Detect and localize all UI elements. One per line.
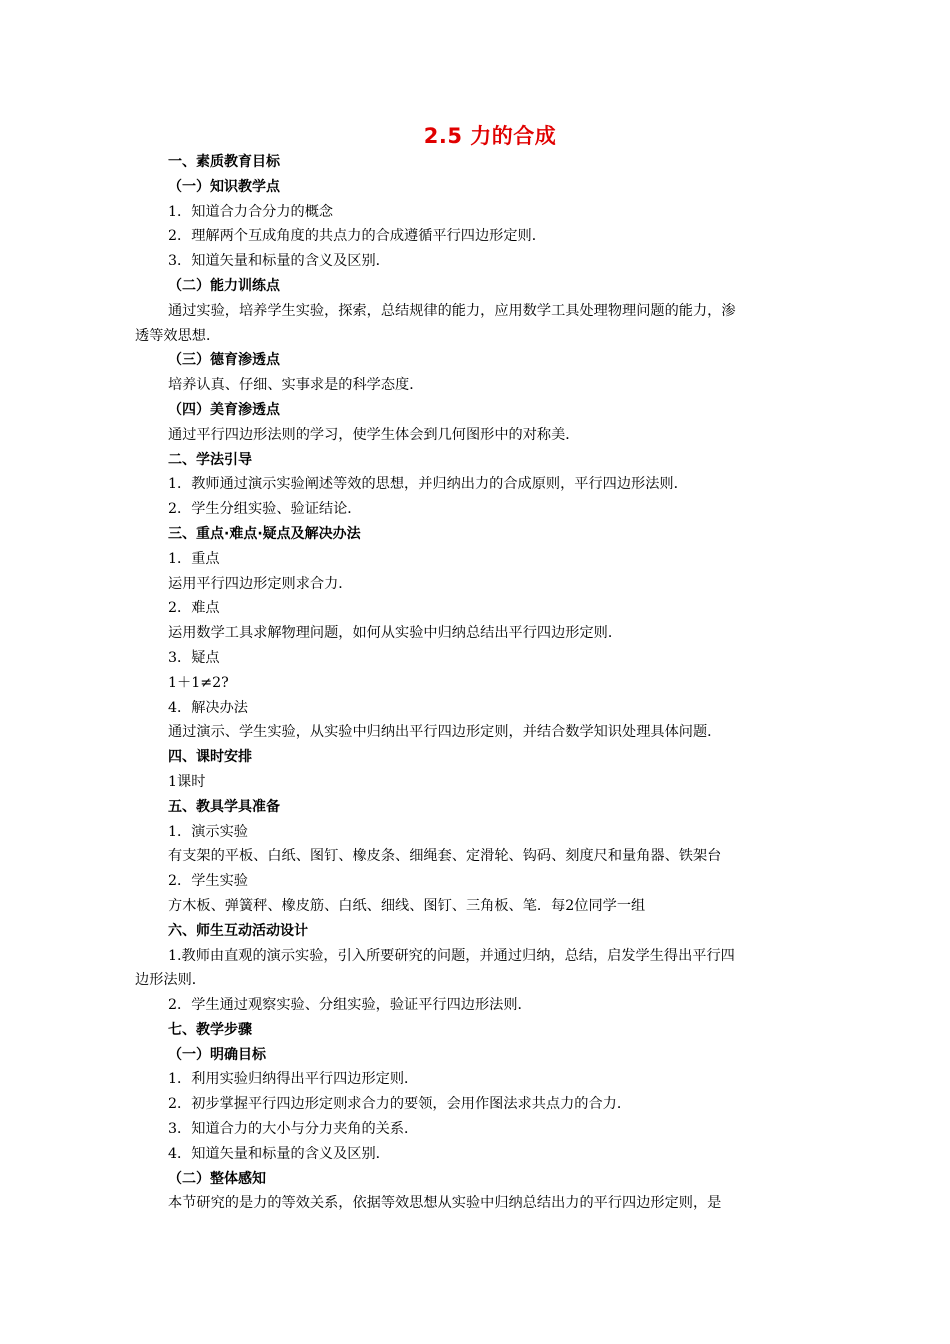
body-line: 透等效思想．	[135, 327, 221, 344]
body-line: 边形法则．	[135, 972, 206, 989]
section-heading: 五、教具学具准备	[168, 798, 280, 815]
section-heading: 三、重点·难点·疑点及解决办法	[168, 525, 361, 542]
section-heading: （二）整体感知	[168, 1170, 266, 1187]
body-line: 1．教师通过演示实验阐述等效的思想，并归纳出力的合成原则，平行四边形法则．	[168, 476, 688, 493]
section-heading: （二）能力训练点	[168, 277, 280, 294]
section-heading: （三）德育渗透点	[168, 352, 280, 369]
body-line: 2．难点	[168, 600, 220, 617]
body-line: 2．初步掌握平行四边形定则求合力的要领，会用作图法求共点力的合力．	[168, 1096, 632, 1113]
body-line: 3．知道矢量和标量的含义及区别．	[168, 253, 390, 270]
section-heading: （一）知识教学点	[168, 178, 280, 195]
body-line: 1．重点	[168, 550, 220, 567]
body-line: 3．知道合力的大小与分力夹角的关系．	[168, 1121, 419, 1138]
document-body	[135, 150, 818, 1216]
body-line: 4．知道矢量和标量的含义及区别．	[168, 1145, 390, 1162]
body-line: 2．学生通过观察实验、分组实验，验证平行四边形法则．	[168, 997, 532, 1014]
body-line: 1.教师由直观的演示实验，引入所要研究的问题，并通过归纳，总结，启发学生得出平行四	[168, 947, 735, 964]
body-line: 4．解决办法	[168, 699, 248, 716]
body-line: 1＋1≠2?	[168, 674, 229, 691]
body-line: 培养认真、仔细、实事求是的科学态度．	[168, 377, 424, 394]
body-line: 通过实验，培养学生实验，探索，总结规律的能力，应用数学工具处理物理问题的能力，渗	[168, 302, 736, 319]
section-heading: 四、课时安排	[168, 749, 252, 766]
document-title: 2.5 力的合成	[423, 124, 557, 148]
section-heading: 一、素质教育目标	[168, 154, 280, 170]
body-line: 2．学生实验	[168, 873, 248, 890]
body-line: 1课时	[168, 773, 206, 790]
body-line: 运用平行四边形定则求合力．	[168, 575, 353, 592]
section-heading: （四）美育渗透点	[168, 401, 280, 418]
body-line: 1．演示实验	[168, 823, 248, 840]
section-heading: 六、师生互动活动设计	[168, 922, 308, 939]
section-heading: （一）明确目标	[168, 1046, 266, 1063]
body-line: 2．学生分组实验、验证结论．	[168, 501, 362, 518]
section-heading: 七、教学步骤	[168, 1021, 252, 1038]
body-line: 本节研究的是力的等效关系，依据等效思想从实验中归纳总结出力的平行四边形定则，是	[168, 1195, 722, 1212]
body-line: 通过平行四边形法则的学习，使学生体会到几何图形中的对称美．	[168, 426, 580, 443]
body-line: 2．理解两个互成角度的共点力的合成遵循平行四边形定则．	[168, 228, 546, 245]
body-line: 运用数学工具求解物理问题，如何从实验中归纳总结出平行四边形定则．	[168, 625, 623, 642]
body-line: 1．知道合力合分力的概念	[168, 203, 334, 220]
body-line: 通过演示、学生实验，从实验中归纳出平行四边形定则，并结合数学知识处理具体问题．	[168, 724, 722, 741]
body-line: 有支架的平板、白纸、图钉、橡皮条、细绳套、定滑轮、钩码、刻度尺和量角器、铁架台	[168, 848, 722, 865]
section-heading: 二、学法引导	[168, 451, 252, 468]
body-line: 1．利用实验归纳得出平行四边形定则．	[168, 1071, 419, 1088]
body-line: 3．疑点	[168, 649, 220, 666]
body-line: 方木板、弹簧秤、橡皮筋、白纸、细线、图钉、三角板、笔．每2位同学一组	[168, 897, 646, 914]
